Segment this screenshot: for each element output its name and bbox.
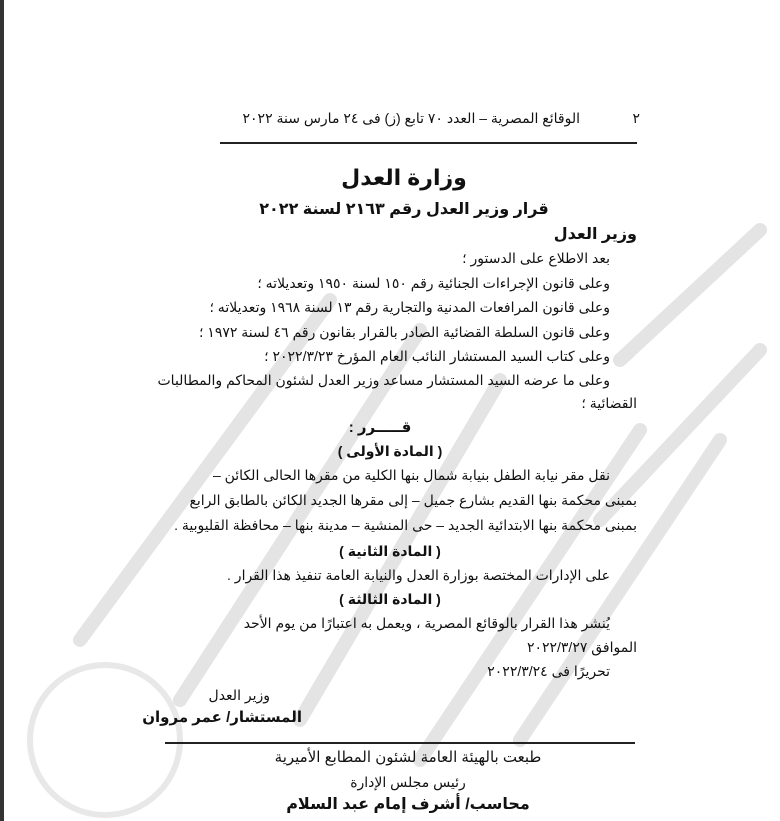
article-2-title: ( المادة الثانية ) (339, 543, 441, 559)
article-2-line: على الإدارات المختصة بوزارة العدل والنيابة العامة تنفيذ هذا القرار . (227, 567, 610, 583)
preamble-line: وعلى قانون المرافعات المدنية والتجارية رقم ١٣ لسنة ١٩٦٨ وتعديلاته ؛ (209, 299, 610, 315)
footer-role: رئيس مجلس الإدارة (350, 774, 466, 790)
preamble-line: وعلى كتاب السيد المستشار النائب العام المؤرخ ٢٠٢٢/٣/٢٣ ؛ (264, 348, 610, 364)
issued-date: تحريرًا فى ٢٠٢٢/٣/٢٤ (487, 663, 610, 679)
page-number: ٢ (632, 110, 640, 126)
article-1-line: بمبنى محكمة بنها القديم بشارع جميل – إلى مقرها الجديد الكائن بالطابق الرابع (189, 492, 637, 508)
header-divider (220, 142, 637, 144)
preamble-line: بعد الاطلاع على الدستور ؛ (462, 250, 610, 266)
ministry-title: وزارة العدل (341, 165, 467, 190)
issuer: وزير العدل (553, 226, 637, 243)
preamble-line: القضائية ؛ (581, 395, 637, 411)
preamble-line: وعلى ما عرضه السيد المستشار مساعد وزير العدل لشئون المحاكم والمطالبات (157, 372, 610, 388)
article-3-line: يُنشر هذا القرار بالوقائع المصرية ، ويعمل به اعتبارًا من يوم الأحد (243, 615, 610, 631)
footer-divider (165, 742, 635, 744)
preamble-line: وعلى قانون السلطة القضائية الصادر بالقرار بقانون رقم ٤٦ لسنة ١٩٧٢ ؛ (198, 324, 610, 340)
article-1-line: بمبنى محكمة بنها الابتدائية الجديد – حى المنشية – مدينة بنها – محافظة القليوبية . (174, 517, 637, 533)
decree-title: قرار وزير العدل رقم ٢١٦٣ لسنة ٢٠٢٢ (259, 201, 549, 218)
signature-name: المستشار/ عمر مروان (142, 709, 302, 726)
footer-name: محاسب/ أشرف إمام عبد السلام (286, 796, 530, 813)
article-3-title: ( المادة الثالثة ) (339, 591, 441, 607)
preamble-line: وعلى قانون الإجراءات الجنائية رقم ١٥٠ لسنة ١٩٥٠ وتعديلاته ؛ (257, 275, 610, 291)
footer-printer: طبعت بالهيئة العامة لشئون المطابع الأميرية (274, 749, 542, 766)
signature-role: وزير العدل (208, 687, 270, 703)
running-title: الوقائع المصرية – العدد ٧٠ تابع (ز) فى ٢٤ مارس سنة ٢٠٢٢ (242, 110, 580, 126)
article-1-line: نقل مقر نيابة الطفل بنيابة شمال بنها الكلية من مقرها الحالى الكائن – (212, 467, 610, 483)
decided-heading: قـــــرر : (348, 419, 412, 436)
article-3-line: الموافق ٢٠٢٢/٣/٢٧ (526, 639, 637, 655)
article-1-title: ( المادة الأولى ) (337, 443, 443, 459)
